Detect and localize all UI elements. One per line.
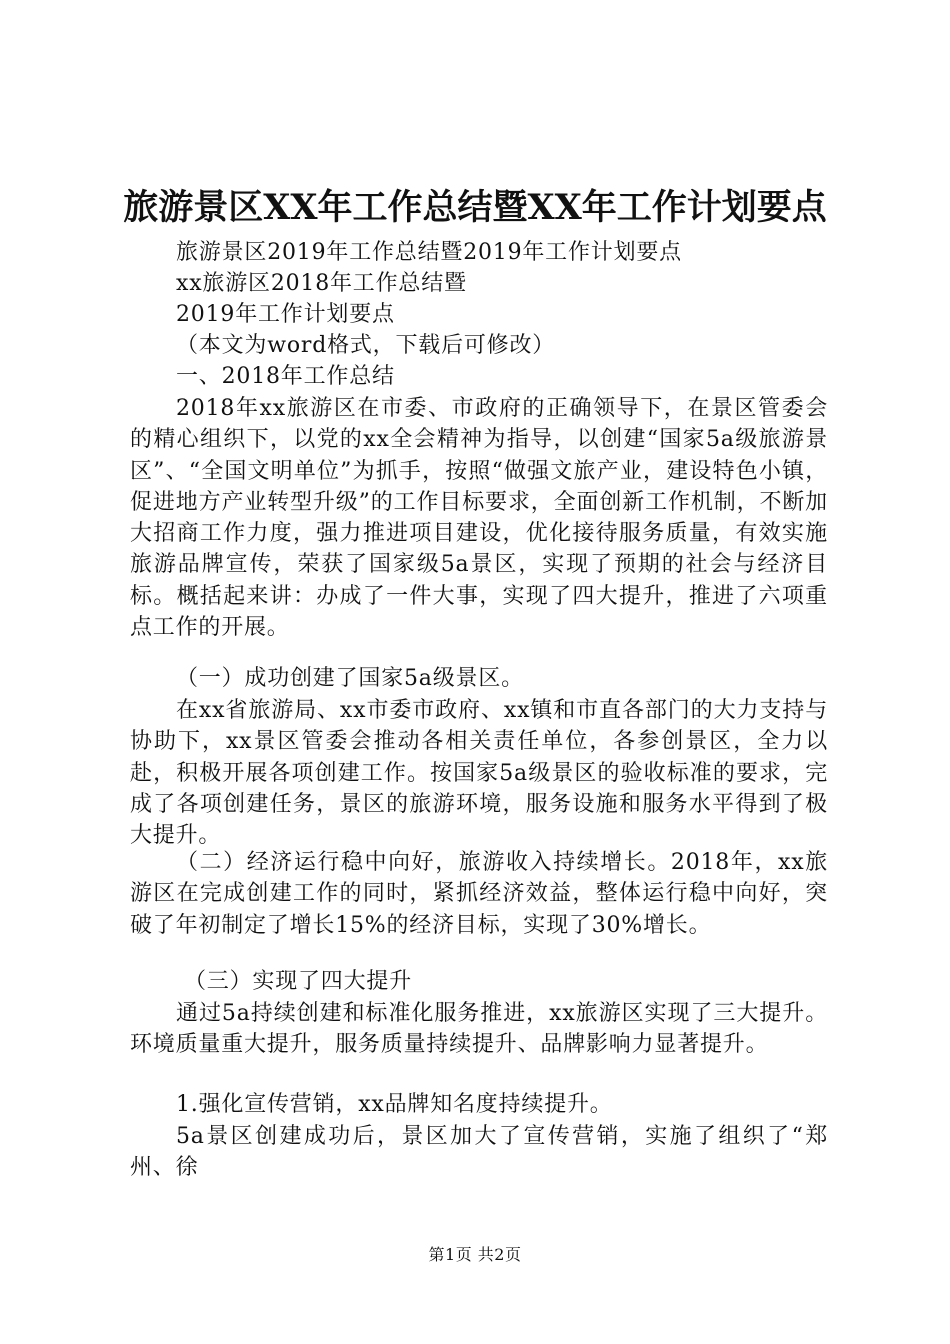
page-footer: 第1页 共2页 [428,1245,522,1264]
subtitle-line-1: 旅游景区2019年工作总结暨2019年工作计划要点 [176,240,682,265]
paragraph-4: 通过5a持续创建和标准化服务推进，xx旅游区实现了三大提升。环境质量重大提升，服务质量持续提升、品牌影响力显著提升。 [130,1001,828,1058]
paragraph-2: 在xx省旅游局、xx市委市政府、xx镇和市直各部门的大力支持与协助下，xx景区管委会推动各相关责任单位，各参创景区，全力以赴，积极开展各项创建工作。按国家5a级景区的验收标准的要求，完成了各项创建任务，景区的旅游环境，服务设施和服务水平得到了极大提升。 [130,698,828,849]
subtitle-line-2: xx旅游区2018年工作总结暨 [176,271,467,296]
sub-heading-1: （一）成功创建了国家5a级景区。 [176,666,524,691]
document-title: 旅游景区XX年工作总结暨XX年工作计划要点 [123,187,827,228]
paragraph-3: （二）经济运行稳中向好，旅游收入持续增长。2018年，xx旅游区在完成创建工作的同时，紧抓经济效益，整体运行稳中向好，突破了年初制定了增长15%的经济目标，实现了30%增长。 [130,850,828,938]
sub-heading-3: （三）实现了四大提升 [184,969,413,994]
paragraph-1: 2018年xx旅游区在市委、市政府的正确领导下，在景区管委会的精心组织下，以党的xx全会精神为指导，以创建“国家5a级旅游景区”、“全国文明单位”为抓手，按照“做强文旅产业，建设特色小镇，促进地方产业转型升级”的工作目标要求，全面创新工作机制，不断加大招商工作力度，强力推进项目建设，优化接待服务质量，有效实施旅游品牌宣传，荣获了国家级5a景区，实现了预期的社会与经济目标。概括起来讲：办成了一件大事，实现了四大提升，推进了六项重点工作的开展。 [130,396,828,641]
paragraph-5: 5a景区创建成功后，景区加大了宣传营销，实施了组织了“郑州、徐 [130,1124,828,1181]
format-note: （本文为word格式，下载后可修改） [176,333,556,358]
list-item-1: 1.强化宣传营销，xx品牌知名度持续提升。 [176,1092,613,1117]
subtitle-line-3: 2019年工作计划要点 [176,302,395,327]
section-heading-1: 一、2018年工作总结 [176,364,395,389]
